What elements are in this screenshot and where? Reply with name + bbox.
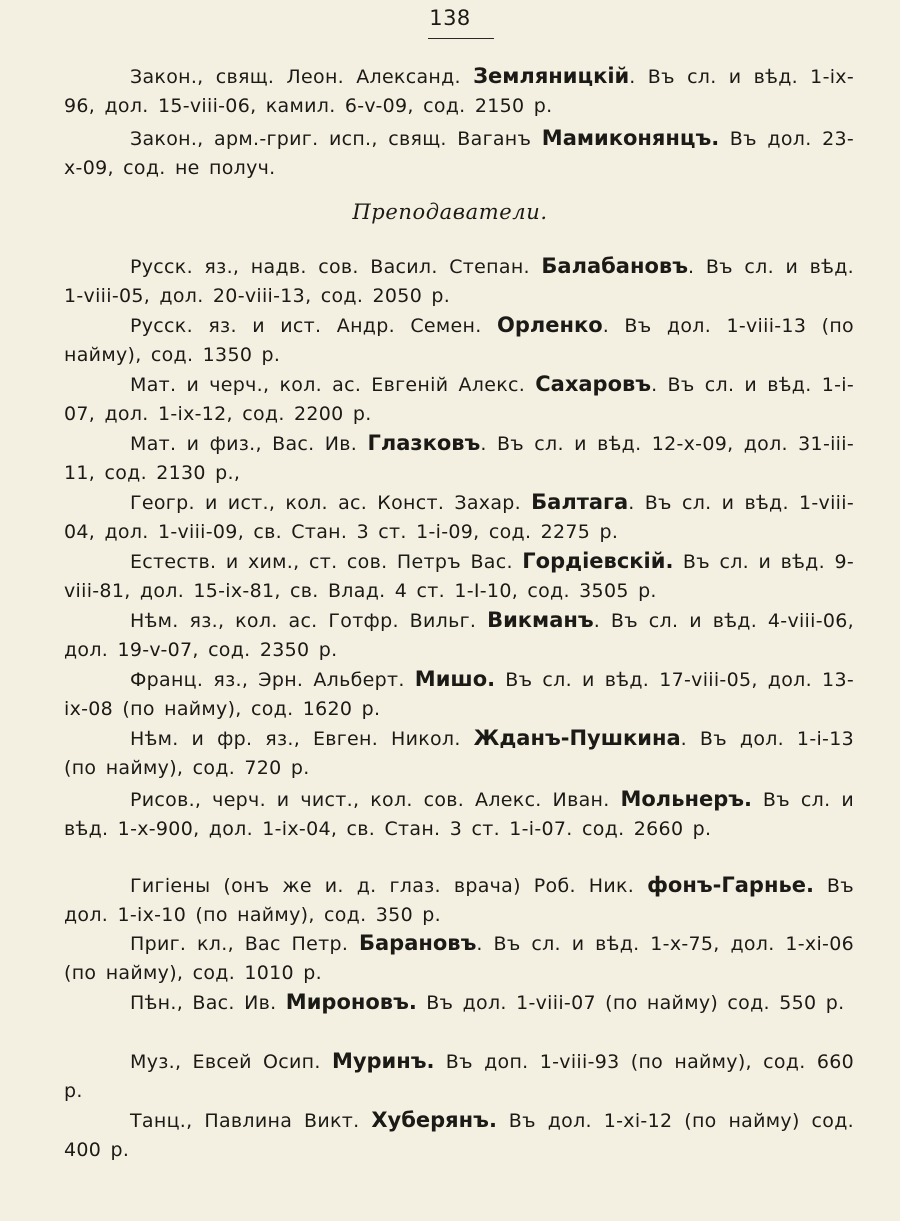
entry-surname: Мамиконянцъ. xyxy=(541,126,720,150)
entry-5 xyxy=(64,547,854,606)
entry-surname: Земляницкій xyxy=(473,64,630,88)
entry-text-pre: Франц. яз., Эрн. Альберт. xyxy=(130,669,415,691)
entry-surname: Викманъ xyxy=(487,608,594,632)
entry-text-pre: Пѣн., Вас. Ив. xyxy=(130,992,286,1014)
entry-text-pre: Рисов., черч. и чист., кол. сов. Алекс. Иван. xyxy=(130,789,621,811)
page-number-rule xyxy=(428,38,494,39)
entry-header-0 xyxy=(64,62,854,121)
entry-14 xyxy=(64,1106,854,1165)
entry-text-post: . Въ сл. и вѣд. 1-ix-96, дол. 15-viii-06, камил. 6-v-09, сод. 2150 р. xyxy=(64,66,855,117)
entry-9 xyxy=(64,785,854,844)
entry-text-post: Въ дол. 23-x-09, сод. не получ. xyxy=(64,128,855,179)
entry-0 xyxy=(64,252,854,311)
entry-text-post: Въ сл. и вѣд. 9-viii-81, дол. 15-ix-81, св. Влад. 4 ст. 1-I-10, сод. 3505 р. xyxy=(64,551,854,602)
entry-text-pre: Русск. яз., надв. сов. Васил. Степан. xyxy=(130,256,542,278)
entry-surname: Муринъ. xyxy=(331,1049,435,1073)
entry-surname: Барановъ xyxy=(358,931,477,955)
entry-header-1 xyxy=(64,124,854,183)
entry-text-pre: Закон., свящ. Леон. Александ. xyxy=(130,66,474,88)
entry-text-post: . Въ сл. и вѣд. 1-i-07, дол. 1-ix-12, сод. 2200 р. xyxy=(64,374,854,425)
entry-11 xyxy=(64,929,854,988)
entry-6 xyxy=(64,606,854,665)
entry-text-post: Въ сл. и вѣд. 17-viii-05, дол. 13-ix-08 (по найму), сод. 1620 р. xyxy=(64,669,854,720)
entry-text-pre: Гигіены (онъ же и. д. глаз. врача) Роб. Ник. xyxy=(130,875,648,897)
entry-text-post: . Въ сл. и вѣд. 1-viii-05, дол. 20-viii-13, сод. 2050 р. xyxy=(64,256,854,307)
entry-13 xyxy=(64,1047,854,1106)
entry-surname: Балтага xyxy=(531,490,629,514)
entry-text-pre: Муз., Евсей Осип. xyxy=(130,1051,332,1073)
entry-text-pre: Нѣм. и фр. яз., Евген. Никол. xyxy=(130,728,474,750)
entry-text-post: Въ дол. 1-xi-12 (по найму) сод. 400 р. xyxy=(64,1110,854,1161)
entry-7 xyxy=(64,665,854,724)
entry-text-post: Въ дол. 1-ix-10 (по найму), сод. 350 р. xyxy=(64,875,854,926)
entry-surname: Хуберянъ. xyxy=(371,1108,497,1132)
entry-surname: Мироновъ. xyxy=(285,990,417,1014)
entry-text-pre: Закон., арм.-григ. исп., свящ. Ваганъ xyxy=(130,128,542,150)
entry-text-post: . Въ сл. и вѣд. 1-viii-04, дол. 1-viii-09, св. Стан. 3 ст. 1-i-09, сод. 2275 р. xyxy=(64,492,854,543)
entry-surname: Балабановъ xyxy=(541,254,688,278)
entry-text-post: . Въ сл. и вѣд. 12-x-09, дол. 31-iii-11, сод. 2130 р., xyxy=(64,433,854,484)
entry-surname: Мишо. xyxy=(414,667,496,691)
entry-1 xyxy=(64,311,854,370)
entry-surname: фонъ-Гарнье. xyxy=(647,873,814,897)
entry-text-pre: Естеств. и хим., ст. сов. Петръ Вас. xyxy=(130,551,523,573)
entry-text-pre: Мат. и физ., Вас. Ив. xyxy=(130,433,368,455)
entry-text-post: . Въ сл. и вѣд. 4-viii-06, дол. 19-v-07, сод. 2350 р. xyxy=(64,610,854,661)
page-number: 138 xyxy=(429,6,471,30)
entry-4 xyxy=(64,488,854,547)
entry-text-post: . Въ сл. и вѣд. 1-x-75, дол. 1-xi-06 (по найму), сод. 1010 р. xyxy=(64,933,854,984)
entry-2 xyxy=(64,370,854,429)
entry-surname: Жданъ-Пушкина xyxy=(473,726,681,750)
entry-text-pre: Танц., Павлина Викт. xyxy=(130,1110,372,1132)
entry-text-post: Въ доп. 1-viii-93 (по найму), сод. 660 р. xyxy=(64,1051,854,1102)
entry-3 xyxy=(64,429,854,488)
entry-surname: Орленко xyxy=(496,313,603,337)
entry-text-post: Въ сл. и вѣд. 1-x-900, дол. 1-ix-04, св. Стан. 3 ст. 1-i-07. сод. 2660 р. xyxy=(64,789,854,840)
entry-surname: Гордіевскій. xyxy=(522,549,674,573)
entry-10 xyxy=(64,871,854,930)
entry-surname: Сахаровъ xyxy=(535,372,652,396)
entry-text-post: Въ дол. 1-viii-07 (по найму) сод. 550 р. xyxy=(416,992,845,1014)
section-title: Преподаватели. xyxy=(352,200,548,224)
entry-12 xyxy=(64,988,854,1018)
entry-text-pre: Русск. яз. и ист. Андр. Семен. xyxy=(130,315,497,337)
entry-surname: Глазковъ xyxy=(367,431,481,455)
entry-8 xyxy=(64,724,854,783)
entry-text-pre: Геогр. и ист., кол. ас. Конст. Захар. xyxy=(130,492,532,514)
entry-text-pre: Приг. кл., Вас Петр. xyxy=(130,933,359,955)
entry-surname: Мольнеръ. xyxy=(620,787,753,811)
entry-text-pre: Нѣм. яз., кол. ас. Готфр. Вильг. xyxy=(130,610,488,632)
entry-text-post: . Въ дол. 1-i-13 (по найму), сод. 720 р. xyxy=(64,728,854,779)
entry-text-pre: Мат. и черч., кол. ас. Евгеній Алекс. xyxy=(130,374,536,396)
entry-text-post: . Въ дол. 1-viii-13 (по найму), сод. 1350 р. xyxy=(64,315,854,366)
